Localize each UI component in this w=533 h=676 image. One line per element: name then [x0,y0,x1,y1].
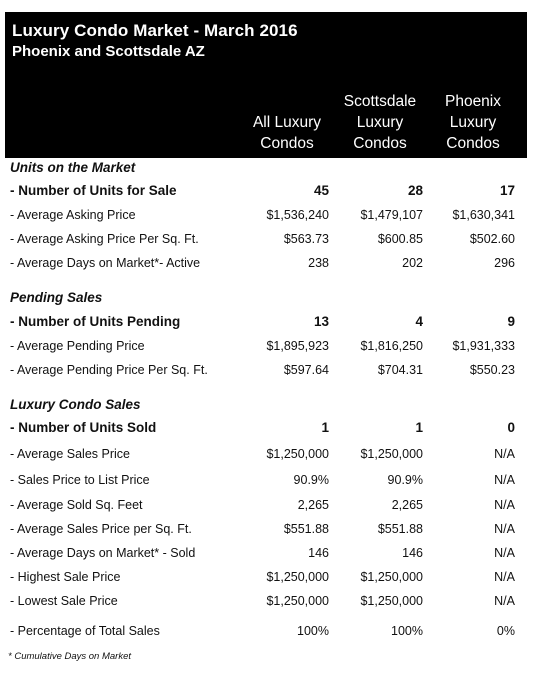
cell-phoenix: 17 [499,183,515,198]
cell-all: $1,895,923 [266,339,329,353]
row-label: - Average Days on Market*- Active [10,256,201,270]
cell-phoenix: N/A [494,546,515,560]
cell-phoenix: N/A [494,498,515,512]
cell-all: 13 [313,314,329,329]
table-row [0,183,533,203]
cell-all: $597.64 [283,363,329,377]
cell-scottsdale: $1,250,000 [360,594,423,608]
cell-scottsdale: $551.88 [377,522,423,536]
cell-phoenix: N/A [494,447,515,461]
cell-scottsdale: 202 [402,256,423,270]
cell-phoenix: 0 [507,420,515,435]
cell-phoenix: $1,931,333 [452,339,515,353]
column-header-line: Phoenix [444,93,501,110]
cell-scottsdale: 28 [407,183,423,198]
table-header [5,12,527,158]
cell-all: $1,250,000 [266,447,329,461]
column-header-all-luxury [237,112,337,154]
cell-scottsdale: $1,250,000 [360,447,423,461]
cell-scottsdale: $600.85 [377,232,423,246]
cell-all: 2,265 [297,498,329,512]
column-header-line: Condos [353,135,407,152]
table-row [0,624,533,644]
table-row [0,314,533,334]
cell-phoenix: N/A [494,522,515,536]
table-row [0,363,533,383]
cell-all: $1,250,000 [266,594,329,608]
row-label: - Number of Units Pending [10,314,181,329]
cell-all: $551.88 [283,522,329,536]
cell-phoenix: $550.23 [469,363,515,377]
row-label: - Average Sales Price per Sq. Ft. [10,522,192,536]
column-header-line: Scottsdale [343,93,417,110]
cell-all: 90.9% [293,473,329,487]
row-label: - Average Asking Price Per Sq. Ft. [10,232,199,246]
table-row [0,339,533,359]
table-row [0,256,533,276]
table-row [0,208,533,228]
cell-scottsdale: $1,816,250 [360,339,423,353]
cell-scottsdale: $1,479,107 [360,208,423,222]
row-label: - Lowest Sale Price [10,594,118,608]
cell-all: $1,250,000 [266,570,329,584]
cell-scottsdale: $704.31 [377,363,423,377]
cell-all: $1,536,240 [266,208,329,222]
cell-all: 146 [308,546,329,560]
column-header-scottsdale [330,91,430,154]
table-row [0,498,533,518]
cell-scottsdale: 90.9% [387,473,423,487]
cell-all: $563.73 [283,232,329,246]
column-header-line: Condos [260,135,314,152]
column-header-line: Condos [446,135,500,152]
cell-scottsdale: 146 [402,546,423,560]
cell-all: 1 [321,420,329,435]
table-row [0,447,533,467]
column-header-line: Luxury [356,114,404,131]
row-label: - Average Sales Price [10,447,130,461]
cell-phoenix: $1,630,341 [452,208,515,222]
row-label: - Highest Sale Price [10,570,121,584]
column-header-phoenix [423,91,523,154]
cell-phoenix: 296 [494,256,515,270]
row-label: - Average Days on Market* - Sold [10,546,196,560]
row-label: - Average Asking Price [10,208,136,222]
cell-phoenix: $502.60 [469,232,515,246]
row-label: - Average Pending Price Per Sq. Ft. [10,363,208,377]
cell-phoenix: N/A [494,570,515,584]
table-row [0,232,533,252]
table-row [0,570,533,590]
section-heading-sales: Luxury Condo Sales [10,397,141,412]
section-heading-pending: Pending Sales [10,290,103,305]
footnote: * Cumulative Days on Market [8,651,132,662]
table-row [0,594,533,614]
column-header-line: Luxury [449,114,497,131]
cell-scottsdale: 4 [415,314,423,329]
table-row [0,522,533,542]
cell-all: 45 [313,183,329,198]
table-row [0,546,533,566]
cell-scottsdale: 2,265 [391,498,423,512]
cell-phoenix: N/A [494,594,515,608]
cell-all: 238 [308,256,329,270]
cell-phoenix: 0% [496,624,515,638]
column-header-line: All Luxury [252,114,322,131]
cell-all: 100% [297,624,329,638]
section-heading-units: Units on the Market [10,160,136,175]
row-label: - Sales Price to List Price [10,473,150,487]
row-label: - Number of Units for Sale [10,183,177,198]
row-label: - Number of Units Sold [10,420,157,435]
cell-phoenix: 9 [507,314,515,329]
cell-scottsdale: 1 [415,420,423,435]
row-label: - Average Pending Price [10,339,145,353]
row-label: - Average Sold Sq. Feet [10,498,143,512]
row-label: - Percentage of Total Sales [10,624,160,638]
cell-phoenix: N/A [494,473,515,487]
page-title: Luxury Condo Market - March 2016 [12,21,298,40]
table-row [0,473,533,493]
cell-scottsdale: 100% [391,624,423,638]
page-subtitle: Phoenix and Scottsdale AZ [12,43,205,60]
cell-scottsdale: $1,250,000 [360,570,423,584]
table-row [0,420,533,440]
